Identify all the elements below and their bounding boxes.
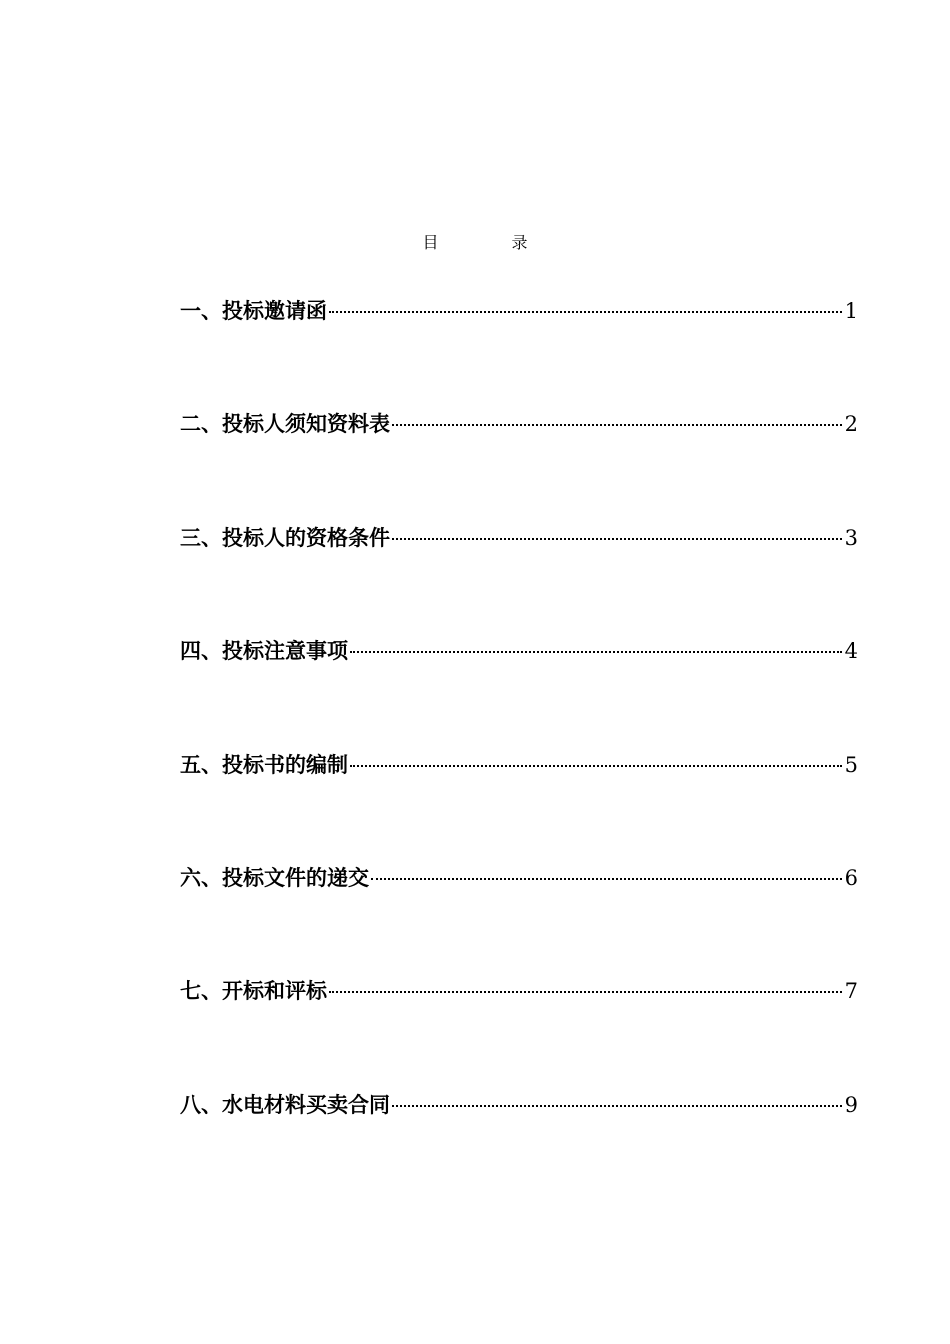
toc-entry-number: 五、 — [180, 751, 222, 777]
toc-entry[interactable] — [180, 296, 858, 409]
toc-entry[interactable] — [180, 409, 858, 522]
toc-entry-label: 投标书的编制 — [222, 751, 348, 777]
dot-leader — [392, 424, 842, 426]
toc-entry-page: 5 — [844, 752, 858, 777]
toc-entry[interactable] — [180, 636, 858, 749]
toc-entry[interactable] — [180, 523, 858, 636]
toc-entry-label: 投标注意事项 — [222, 638, 348, 664]
table-of-contents — [180, 296, 858, 1203]
toc-entry[interactable] — [180, 1090, 858, 1203]
dot-leader — [392, 538, 842, 540]
toc-entry[interactable] — [180, 750, 858, 863]
toc-entry-label: 开标和评标 — [222, 978, 327, 1004]
toc-entry-page: 6 — [844, 865, 858, 890]
toc-entry-page: 7 — [844, 979, 858, 1004]
toc-entry-number: 二、 — [180, 411, 222, 437]
toc-entry-number: 八、 — [180, 1091, 222, 1117]
toc-entry-page: 9 — [844, 1092, 858, 1117]
toc-entry-number: 六、 — [180, 864, 222, 890]
toc-entry-number: 七、 — [180, 978, 222, 1004]
toc-entry-number: 一、 — [180, 298, 222, 323]
toc-entry-label: 投标人的资格条件 — [222, 524, 390, 550]
toc-entry-label: 水电材料买卖合同 — [222, 1091, 390, 1117]
toc-entry-page: 4 — [844, 639, 858, 664]
toc-entry-label: 投标邀请函 — [222, 298, 327, 323]
toc-entry-number: 四、 — [180, 638, 222, 664]
toc-entry-label: 投标文件的递交 — [222, 864, 369, 890]
dot-leader — [350, 765, 842, 767]
dot-leader — [329, 311, 842, 313]
toc-entry[interactable] — [180, 976, 858, 1089]
toc-entry[interactable] — [180, 863, 858, 976]
toc-entry-number: 三、 — [180, 524, 222, 550]
dot-leader — [350, 651, 842, 653]
toc-entry-page: 2 — [844, 412, 858, 437]
dot-leader — [329, 991, 842, 993]
dot-leader — [371, 878, 842, 880]
toc-entry-page: 1 — [844, 299, 858, 323]
toc-entry-page: 3 — [844, 525, 858, 550]
toc-title: 目 录 — [422, 233, 562, 252]
dot-leader — [392, 1105, 842, 1107]
toc-entry-label: 投标人须知资料表 — [222, 411, 390, 437]
